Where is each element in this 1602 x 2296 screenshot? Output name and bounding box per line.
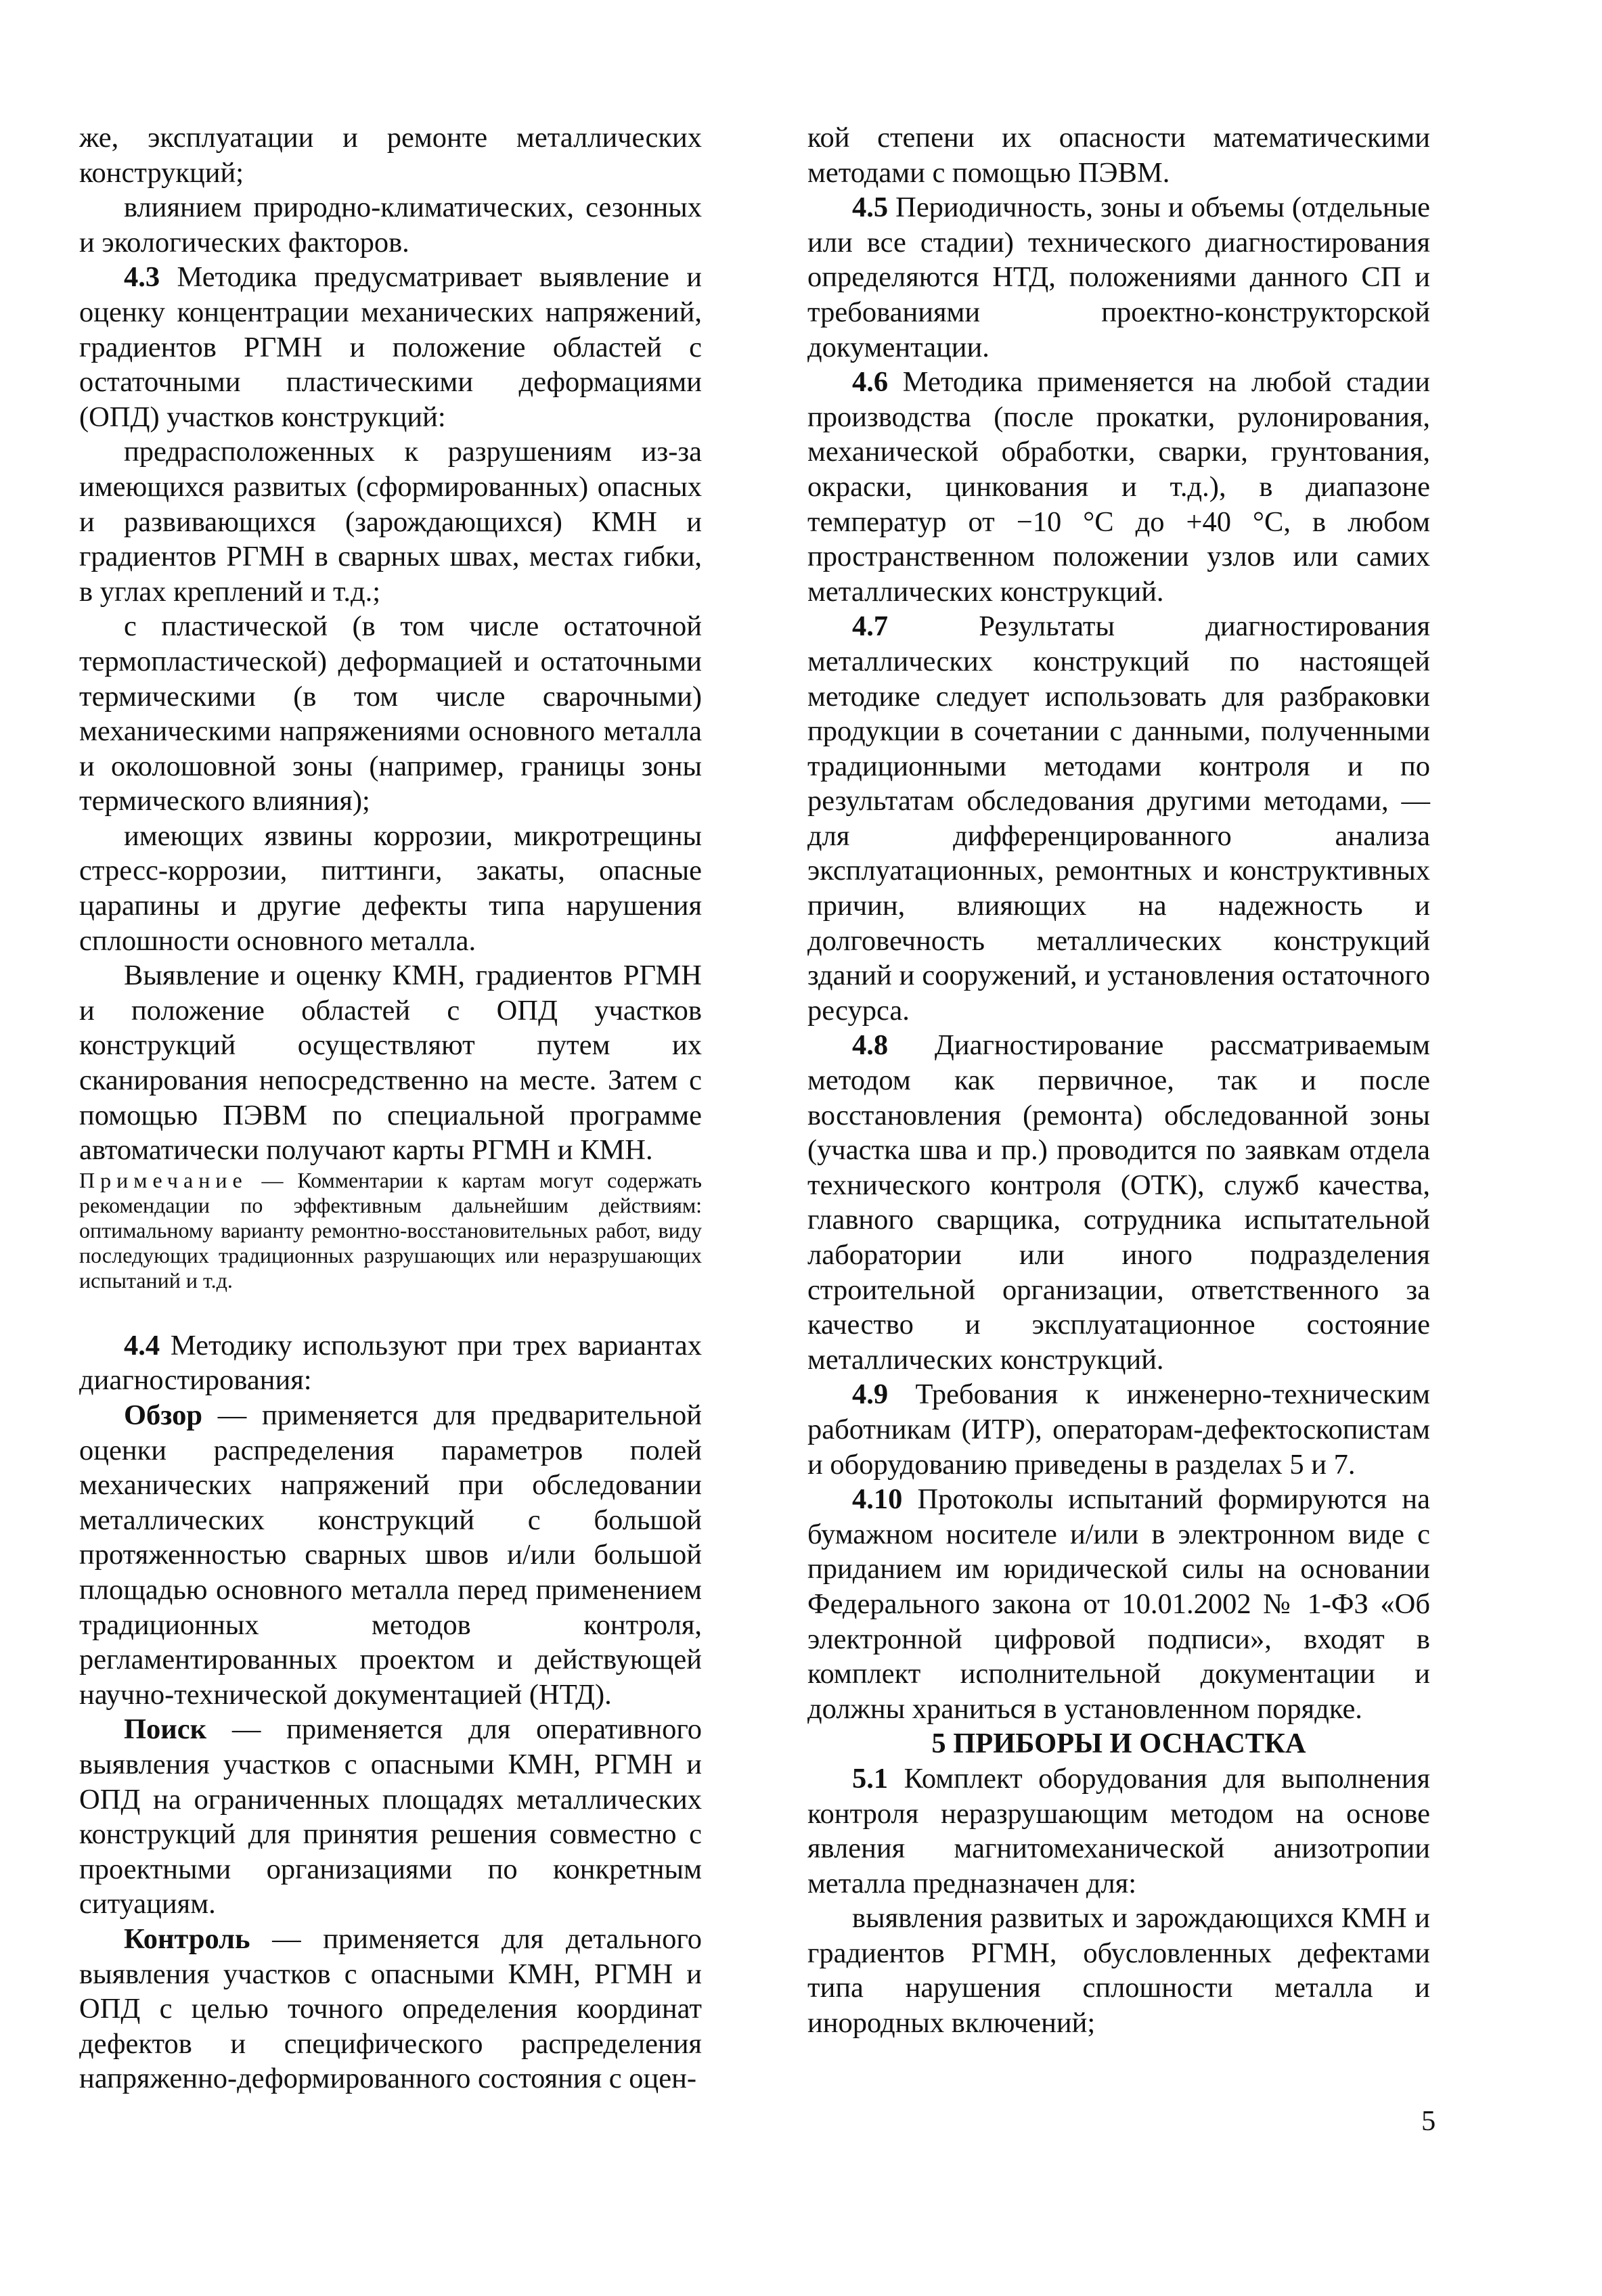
paragraph-text: Результаты диагностирования металлических конструкций по настоящей методике следует использовать для разбраковки продукции в сочетании с данными, полученными традиционными методами контроля и по результатам обследования другими методами, — для дифференцированного анализа эксплуатационных, ремонтных и конструктивных причин, влияющих на надежность и долговечность металлических конструкций зданий и сооружений, и установления остаточного ресурса. bbox=[807, 610, 1430, 1027]
section-number: 4.7 bbox=[852, 610, 889, 643]
paragraph: Выявление и оценку КМН, градиентов РГМН и положение областей с ОПД участков конструкций осуществляют путем их сканирования непосредственно на месте. Затем с помощью ПЭВМ по специальной программе автоматически получают карты РГМН и КМН. bbox=[79, 960, 702, 1167]
right-column bbox=[807, 120, 1430, 2041]
paragraph: влиянием природно-климатических, сезонных и экологических факторов. bbox=[79, 192, 702, 258]
section-4-10 bbox=[807, 1482, 1430, 1726]
section-4-4 bbox=[79, 1328, 702, 1398]
section-number: 4.6 bbox=[852, 366, 889, 399]
paragraph: же, эксплуатации и ремонте металлических конструкций; bbox=[79, 122, 702, 189]
term-label: Контроль bbox=[124, 1922, 250, 1955]
paragraph-text: Диагностирование рассматриваемым методом как первичное, так и после восстановления (ремонта) обследованной зоны (участка шва и пр.) проводится по заявкам отдела технического контроля (ОТК), служб качества, главного сварщика, сотрудника испытательной лаборатории или иного подразделения строительной организации, ответственного за качество и эксплуатационное состояние металлических конструкций. bbox=[807, 1029, 1430, 1376]
paragraph: имеющих язвины коррозии, микротрещины стресс-коррозии, питтинги, закаты, опасные царапины и другие дефекты типа нарушения сплошности основного металла. bbox=[79, 819, 702, 957]
paragraph: кой степени их опасности математическими методами с помощью ПЭВМ. bbox=[807, 122, 1430, 189]
term-label: Обзор bbox=[124, 1399, 203, 1431]
note-text: — Комментарии к картам могут содержать рекомендации по эффективным дальнейшим действиям: оптимальному варианту ремонтно-восстановительных работ, виду последующих традиционных разрушающих или неразрушающих испытаний и т.д. bbox=[79, 1167, 702, 1292]
note bbox=[79, 1168, 702, 1293]
section-number: 4.4 bbox=[124, 1329, 160, 1361]
paragraph-text: Методика предусматривает выявление и оценку концентрации механических напряжений, градиентов РГМН и положение областей с остаточными пластическими деформациями (ОПД) участков конструкций: bbox=[79, 261, 702, 433]
section-number: 5.1 bbox=[852, 1762, 889, 1795]
section-number: 4.9 bbox=[852, 1378, 889, 1411]
paragraph-text: Требования к инженерно-техническим работникам (ИТР), операторам-дефектоскопистам и оборудованию приведены в разделах 5 и 7. bbox=[807, 1378, 1430, 1481]
paragraph-text: — применяется для оперативного выявления участков с опасными КМН, РГМН и ОПД на ограниченных площадях металлических конструкций для принятия решения совместно с проектными организациями по конкретным ситуациям. bbox=[79, 1713, 702, 1920]
section-4-9 bbox=[807, 1377, 1430, 1482]
paragraph-text: — применяется для детального выявления участков с опасными КМН, РГМН и ОПД с целью точного определения координат дефектов и специфического распределения напряженно-деформированного состояния с оцен- bbox=[79, 1922, 702, 2095]
section-5-1 bbox=[807, 1761, 1430, 1901]
paragraph-text: — применяется для предварительной оценки распределения параметров полей механических напряжений при обследовании металлических конструкций с большой протяженностью сварных швов и/или большой площадью основного металла перед применением традиционных методов контроля, регламентированных проектом и действующей научно-технической документацией (НТД). bbox=[79, 1399, 702, 1711]
left-column bbox=[79, 120, 702, 2096]
section-number: 4.10 bbox=[852, 1483, 903, 1516]
paragraph-text: Протоколы испытаний формируются на бумажном носителе и/или в электронном виде с приданием им юридической силы на основании Федерального закона от 10.01.2002 № 1-ФЗ «Об электронной цифровой подписи», входят в комплект исполнительной документации и должны храниться в установленном порядке. bbox=[807, 1483, 1430, 1725]
paragraph-text: Периодичность, зоны и объемы (отдельные или все стадии) технического диагностирования определяются НТД, положениями данного СП и требованиями проектно-конструкторской документации. bbox=[807, 192, 1430, 363]
term-label: Поиск bbox=[124, 1713, 207, 1746]
variant-kontrol bbox=[79, 1922, 702, 2096]
section-number: 4.8 bbox=[852, 1029, 889, 1062]
paragraph: с пластической (в том числе остаточной термопластической) деформацией и остаточными термическими (в том числе сварочными) механическими напряжениями основного металла и околошовной зоны (например, границы зоны термического влияния); bbox=[79, 610, 702, 817]
page-number: 5 bbox=[1421, 2105, 1436, 2137]
section-4-6 bbox=[807, 365, 1430, 609]
section-number: 4.5 bbox=[852, 192, 889, 224]
section-number: 4.3 bbox=[124, 261, 160, 294]
note-label: Примечание bbox=[79, 1167, 248, 1192]
variant-obzor bbox=[79, 1398, 702, 1712]
paragraph-text: Комплект оборудования для выполнения контроля неразрушающим методом на основе явления магнитомеханической анизотропии металла предназначен для: bbox=[807, 1762, 1430, 1899]
variant-poisk bbox=[79, 1712, 702, 1922]
section-4-5 bbox=[807, 190, 1430, 365]
section-4-8 bbox=[807, 1028, 1430, 1377]
paragraph-text: Методика применяется на любой стадии производства (после прокатки, рулонирования, механической обработки, сварки, грунтования, окраски, цинкования и т.д.), в диапазоне температур от −10 °С до +40 °С, в любом пространственном положении узлов или самих металлических конструкций. bbox=[807, 366, 1430, 608]
paragraph-text: Методику используют при трех вариантах диагностирования: bbox=[79, 1329, 702, 1397]
section-4-3 bbox=[79, 260, 702, 434]
section-4-7 bbox=[807, 609, 1430, 1028]
paragraph: предрасположенных к разрушениям из-за имеющихся развитых (сформированных) опасных и развивающихся (зарождающихся) КМН и градиентов РГМН в сварных швах, местах гибки, в углах креплений и т.д.; bbox=[79, 436, 702, 608]
section-heading-5: 5 ПРИБОРЫ И ОСНАСТКА bbox=[931, 1728, 1306, 1760]
paragraph: выявления развитых и зарождающихся КМН и градиентов РГМН, обусловленных дефектами типа нарушения сплошности металла и инородных включений; bbox=[807, 1902, 1430, 2040]
